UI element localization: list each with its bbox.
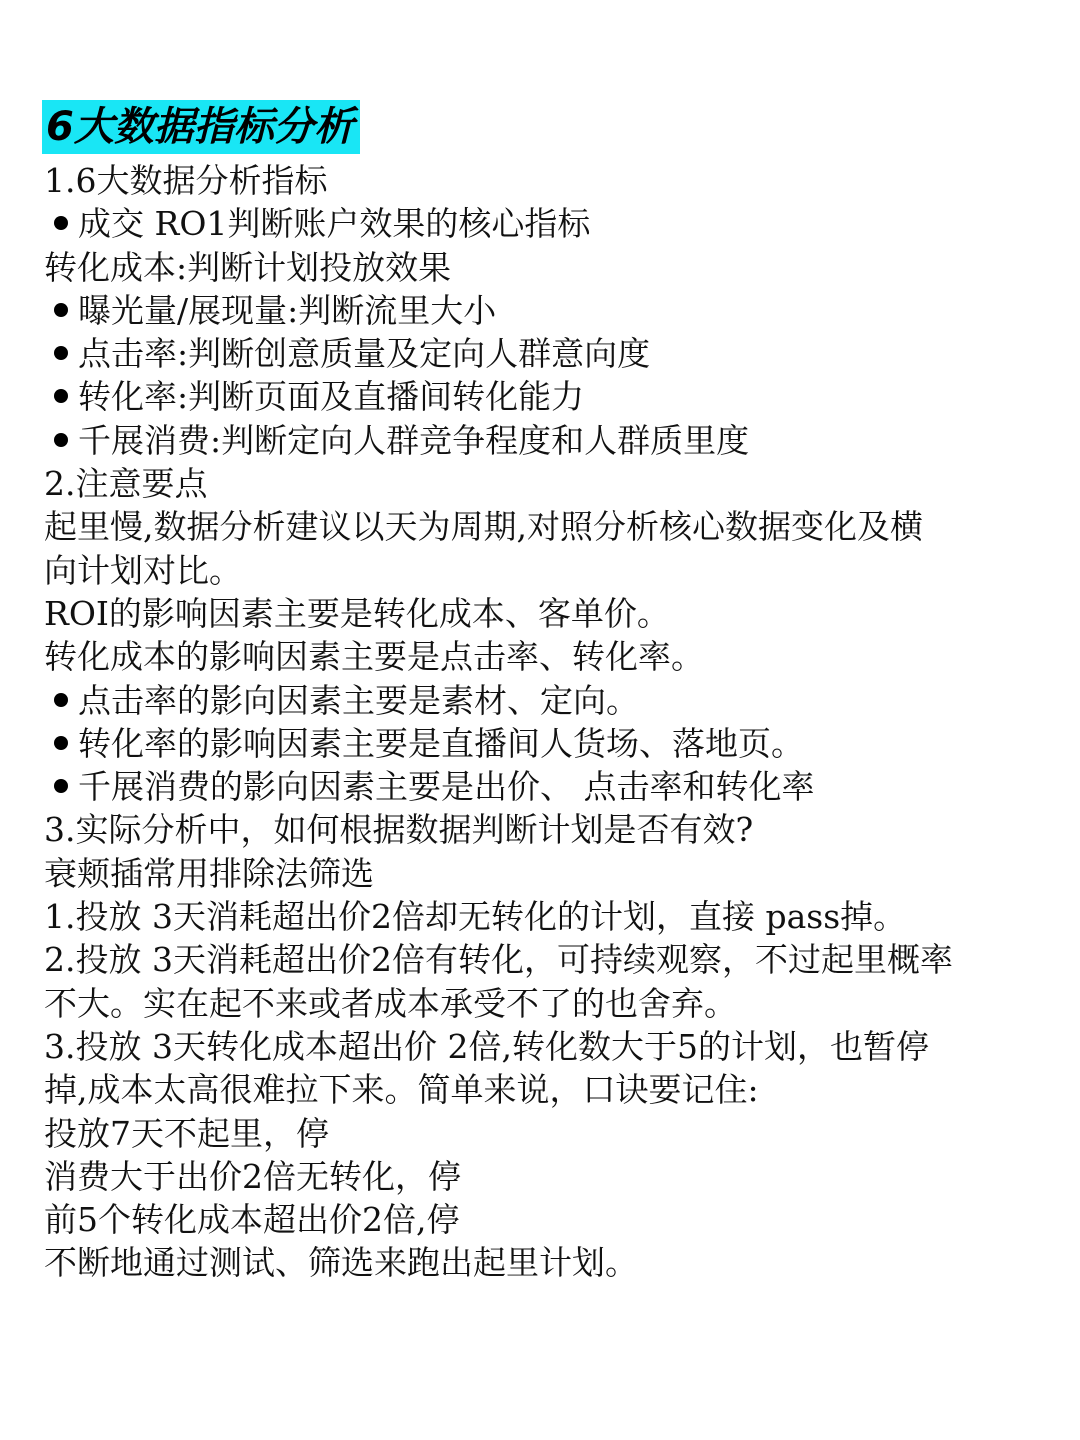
text-line [44,246,1044,289]
bullet-dot-icon [54,693,68,707]
line-text: 3.实际分析中，如何根据数据判断计划是否有效? [44,810,754,850]
line-text: ROI的影响因素主要是转化成本、客单价。 [44,593,670,633]
bullet-line [44,289,1044,332]
section-heading [44,462,1044,505]
bullet-line [44,722,1044,765]
line-text: 点击率:判断创意质量及定向人群意向度 [78,334,651,374]
line-text: 1.投放 3天消耗超出价2倍却无转化的计划，直接 pass掉。 [44,897,907,937]
text-line [44,895,1044,938]
text-line [44,592,1044,635]
bullet-dot-icon [54,389,68,403]
bullet-dot-icon [54,433,68,447]
text-line [44,982,1044,1025]
text-line [44,1155,1044,1198]
line-text: 消费大于出价2倍无转化，停 [44,1156,461,1196]
line-text: 点击率的影向因素主要是素材、定向。 [78,680,639,720]
line-text: 转化成本:判断计划投放效果 [44,247,452,287]
bullet-dot-icon [54,303,68,317]
document-body [44,159,1044,1285]
page-title: 6大数据指标分析 [42,100,360,154]
text-line [44,1241,1044,1284]
text-line [44,1112,1044,1155]
line-text: 2.注意要点 [44,464,208,504]
line-text: 1.6大数据分析指标 [44,161,328,200]
line-text: 千展消费的影向因素主要是出价、 点击率和转化率 [78,767,815,807]
bullet-dot-icon [54,779,68,793]
bullet-line [44,202,1044,245]
text-line [44,159,1044,202]
line-text: 起里慢,数据分析建议以天为周期,对照分析核心数据变化及横 [44,507,923,547]
text-line [44,635,1044,678]
bullet-line [44,375,1044,418]
line-text: 成交 RO1判断账户效果的核心指标 [78,204,591,244]
section-heading [44,808,1044,851]
text-line [44,938,1044,981]
text-line [44,549,1044,592]
text-line [44,1198,1044,1241]
line-text: 不大。实在起不来或者成本承受不了的也舍弃。 [44,983,737,1023]
bullet-dot-icon [54,736,68,750]
line-text: 2.投放 3天消耗超出价2倍有转化，可持续观察，不过起里概率 [44,940,953,980]
bullet-line [44,419,1044,462]
line-text: 投放7天不起里，停 [44,1113,329,1153]
bullet-line [44,332,1044,375]
text-line [44,852,1044,895]
text-line [44,1025,1044,1068]
text-line [44,1068,1044,1111]
line-text: 前5个转化成本超出价2倍,停 [44,1200,460,1240]
line-text: 千展消费:判断定向人群竞争程度和人群质里度 [78,420,750,460]
line-text: 转化率的影响因素主要是直播间人货场、落地页。 [78,723,804,763]
line-text: 不断地通过测试、筛选来跑出起里计划。 [44,1243,638,1283]
line-text: 衰颊插常用排除法筛选 [44,853,374,893]
bullet-line [44,765,1044,808]
text-line [44,505,1044,548]
line-text: 掉,成本太高很难拉下来。简单来说，口诀要记住: [44,1070,759,1110]
bullet-dot-icon [54,216,68,230]
line-text: 曝光量/展现量:判断流里大小 [78,290,497,330]
line-text: 转化成本的影响因素主要是点击率、转化率。 [44,637,704,677]
bullet-line [44,679,1044,722]
bullet-dot-icon [54,346,68,360]
line-text: 向计划对比。 [44,550,242,590]
line-text: 3.投放 3天转化成本超出价 2倍,转化数大于5的计划，也暂停 [44,1026,929,1066]
line-text: 转化率:判断页面及直播间转化能力 [78,377,585,417]
